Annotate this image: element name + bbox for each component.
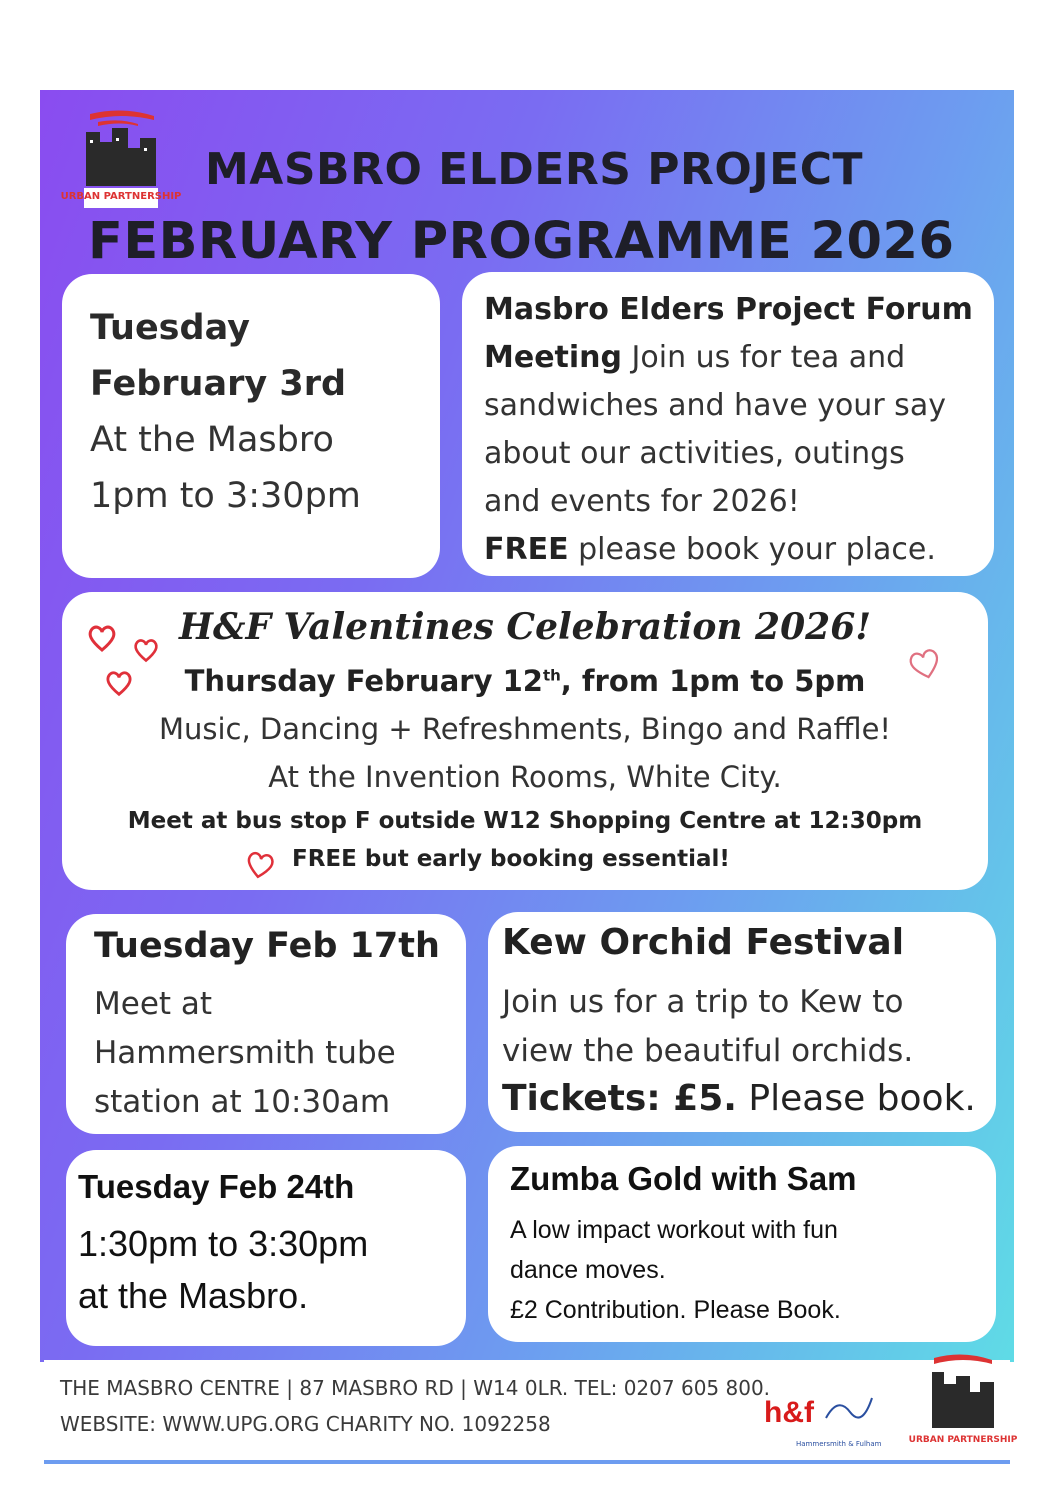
- event-card-forum-meeting: [462, 272, 994, 576]
- event-card-feb3-date: [62, 274, 440, 578]
- heart-icon: [132, 636, 160, 664]
- hf-logo: h&f: [764, 1396, 814, 1429]
- hf-wave-icon: [824, 1394, 874, 1424]
- footer: [44, 1360, 1018, 1464]
- logo-text: URBAN PARTNERSHIP: [60, 191, 182, 202]
- zumba-title: Zumba Gold with Sam: [510, 1160, 857, 1197]
- event-details: Meet at Hammersmith tube station at 10:30am: [94, 986, 396, 1120]
- heart-icon: [906, 646, 944, 682]
- project-title: MASBRO ELDERS PROJECT: [205, 144, 863, 195]
- valentines-booking: FREE but early booking essential!: [292, 846, 730, 872]
- valentines-title: H&F Valentines Celebration 2026!: [178, 606, 872, 648]
- event-day: Tuesday February 3rd: [90, 308, 347, 404]
- urban-partnership-logo: [908, 1350, 1018, 1454]
- event-date: Tuesday Feb 24th: [78, 1168, 355, 1205]
- heart-icon: [86, 622, 118, 654]
- event-card-valentines: [62, 592, 988, 890]
- forum-description: Masbro Elders Project Forum Meeting Join us for tea and sandwiches and have your say about our activities, outings and events for 2026! FREE please book your place.: [484, 292, 973, 567]
- urban-partnership-logo: [60, 108, 182, 212]
- valentines-activities: Music, Dancing + Refreshments, Bingo and Raffle!: [158, 712, 892, 746]
- programme-title: FEBRUARY PROGRAMME 2026: [88, 212, 955, 271]
- event-card-feb17-date: [66, 914, 466, 1134]
- kew-description: Join us for a trip to Kew to view the beautiful orchids.: [502, 984, 914, 1069]
- heart-icon: [244, 848, 276, 882]
- event-date: Tuesday Feb 17th: [94, 926, 440, 966]
- hf-subtitle: Hammersmith & Fulham: [796, 1440, 882, 1448]
- footer-stripe: [44, 1460, 1010, 1464]
- kew-tickets: Tickets: £5. Please book.: [502, 1078, 976, 1119]
- footer-address: THE MASBRO CENTRE | 87 MASBRO RD | W14 0LR. TEL: 0207 605 800.: [60, 1376, 771, 1400]
- valentines-date: Thursday February 12th, from 1pm to 5pm: [184, 664, 866, 698]
- event-details: 1:30pm to 3:30pm at the Masbro.: [78, 1223, 369, 1316]
- logo-text: URBAN PARTNERSHIP: [908, 1435, 1018, 1445]
- heart-icon: [104, 668, 134, 698]
- event-card-kew-orchid: [488, 912, 996, 1132]
- event-details: At the Masbro 1pm to 3:30pm: [90, 420, 361, 516]
- valentines-meeting-point: Meet at bus stop F outside W12 Shopping Centre at 12:30pm: [127, 808, 923, 834]
- zumba-description: A low impact workout with fun dance moves. £2 Contribution. Please Book.: [510, 1216, 841, 1324]
- event-card-feb24-date: [66, 1150, 466, 1346]
- valentines-venue: At the Invention Rooms, White City.: [268, 760, 782, 794]
- kew-title: Kew Orchid Festival: [502, 922, 905, 963]
- footer-website: WEBSITE: WWW.UPG.ORG CHARITY NO. 1092258: [60, 1412, 551, 1436]
- event-card-zumba: [488, 1146, 996, 1342]
